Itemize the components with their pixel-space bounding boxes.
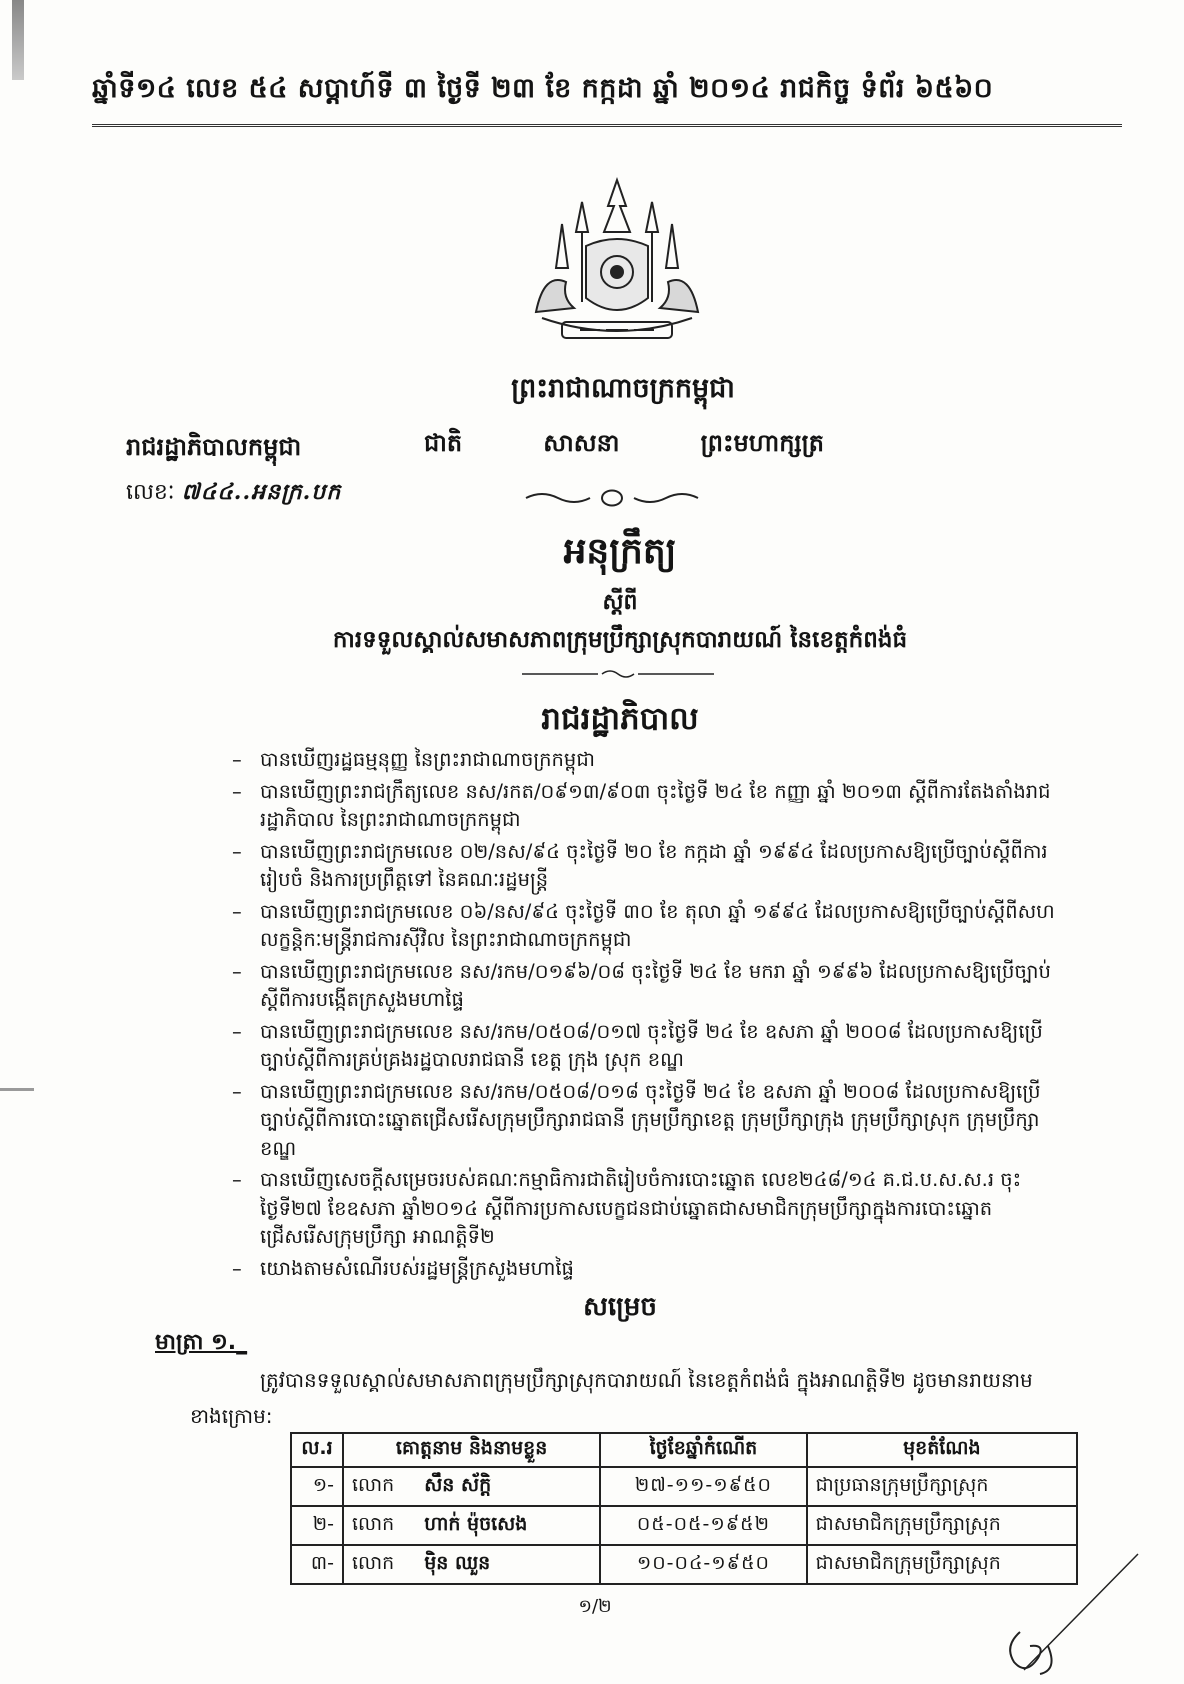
signature-initials-icon	[1000, 1550, 1150, 1680]
preamble-item: – បានឃើញព្រះរាជក្រមលេខ ០៦/នស/៩៤ ចុះថ្ងៃទី ៣០ ខែ តុលា ឆ្នាំ ១៩៩៤ ដែលប្រកាសឱ្យប្រើច្បាប់ស្តីពីសហលក្ខន្តិកៈមន្ត្រីរាជការស៊ីវិល នៃព្រះរាជាណាចក្រកម្ពុជា	[232, 898, 1062, 955]
preamble-item: – បានឃើញព្រះរាជក្រមលេខ នស/រកម/០៥០៨/០១៨ ចុះថ្ងៃទី ២៤ ខែ ឧសភា ឆ្នាំ ២០០៨ ដែលប្រកាសឱ្យប្រើច្បាប់ស្តីពីការបោះឆ្នោតជ្រើសរើសក្រុមប្រឹក្សារាជធានី ក្រុមប្រឹក្សាខេត្ត ក្រុមប្រឹក្សាក្រុង ក្រុមប្រឹក្សាស្រុក ក្រុមប្រឹក្សាខណ្ឌ	[232, 1078, 1062, 1164]
member-position: ជាសមាជិកក្រុមប្រឹក្សាស្រុក	[807, 1506, 1077, 1545]
motto-king: ព្រះមហាក្សត្រ	[700, 429, 824, 457]
column-header-number: ល.រ	[291, 1433, 343, 1467]
separator-ornament-icon	[518, 668, 718, 680]
preamble-list	[232, 746, 1062, 1286]
date-of-birth: ០៥-០៥-១៩៥២	[600, 1506, 806, 1545]
date-of-birth: ២៧-១១-១៩៥០	[600, 1467, 806, 1506]
scan-edge-mark	[12, 0, 24, 80]
gazette-header: ឆ្នាំទី១៤ លេខ ៥៤ សប្តាហ៍ទី ៣ ថ្ងៃទី ២៣ ខែ កក្កដា ឆ្នាំ ២០១៤ រាជកិច្ច ទំព័រ ៦៥៦០	[92, 73, 994, 104]
preamble-item: – បានឃើញព្រះរាជក្រមលេខ ០២/នស/៩៤ ចុះថ្ងៃទី ២០ ខែ កក្កដា ឆ្នាំ ១៩៩៤ ដែលប្រកាសឱ្យប្រើច្បាប់ស្តីពីការរៀបចំ និងការប្រព្រឹត្តទៅ នៃគណៈរដ្ឋមន្ត្រី	[232, 838, 1062, 895]
article-label: មាត្រា ១._	[155, 1330, 248, 1355]
document-number-value: ៧៤៤..អនក្រ.បក	[181, 479, 342, 505]
page-number: ១/២	[578, 1596, 612, 1617]
member-name: ម៉ិន ឈួន	[424, 1551, 491, 1574]
member-position: ជាប្រធានក្រុមប្រឹក្សាស្រុក	[807, 1467, 1077, 1506]
government-heading: រាជរដ្ឋាភិបាល	[541, 701, 699, 737]
decision-heading: សម្រេច	[583, 1292, 657, 1322]
member-position: ជាសមាជិកក្រុមប្រឹក្សាស្រុក	[807, 1545, 1077, 1584]
row-number: ២-	[291, 1506, 343, 1545]
member-name-cell	[343, 1545, 600, 1584]
preamble-item: – បានឃើញព្រះរាជក្រមលេខ នស/រកម/០៥០៨/០១៧ ចុះថ្ងៃទី ២៤ ខែ ឧសភា ឆ្នាំ ២០០៨ ដែលប្រកាសឱ្យប្រើច្បាប់ស្តីពីការគ្រប់គ្រងរដ្ឋបាលរាជធានី ខេត្ត ក្រុង ស្រុក ខណ្ឌ	[232, 1018, 1062, 1075]
row-number: ១-	[291, 1467, 343, 1506]
column-header-dob: ថ្ងៃខែឆ្នាំកំណើត	[600, 1433, 806, 1467]
column-header-position: មុខតំណែង	[807, 1433, 1077, 1467]
issuing-organization: រាជរដ្ឋាភិបាលកម្ពុជា	[126, 433, 302, 461]
preamble-item: – បានឃើញរដ្ឋធម្មនុញ្ញ នៃព្រះរាជាណាចក្រកម្ពុជា	[232, 746, 1062, 775]
honorific: លោក	[352, 1512, 395, 1535]
preamble-item: – បានឃើញសេចក្តីសម្រេចរបស់គណៈកម្មាធិការជាតិរៀបចំការបោះឆ្នោត លេខ២៤៨/១៤ គ.ជ.ប.ស.ស.រ ចុះថ្ងៃទី២៧ ខែឧសភា ឆ្នាំ២០១៤ ស្តីពីការប្រកាសបេក្ខជនជាប់ឆ្នោតជាសមាជិកក្រុមប្រឹក្សាក្នុងការបោះឆ្នោតជ្រើសរើសក្រុមប្រឹក្សា អាណត្តិទី២	[232, 1166, 1062, 1252]
document-subject: ការទទួលស្គាល់សមាសភាពក្រុមប្រឹក្សាស្រុកបារាយណ៍ នៃខេត្តកំពង់ធំ	[332, 627, 908, 653]
table-row	[291, 1467, 1077, 1506]
document-number	[126, 478, 341, 510]
column-header-name: គោត្តនាម និងនាមខ្លួន	[343, 1433, 600, 1467]
member-name-cell	[343, 1467, 600, 1506]
motto-nation: ជាតិ	[424, 429, 463, 457]
document-number-label: លេខៈ	[126, 480, 175, 505]
preamble-item: – បានឃើញព្រះរាជក្រឹត្យលេខ នស/រកត/០៩១៣/៩០៣ ចុះថ្ងៃទី ២៤ ខែ កញ្ញា ឆ្នាំ ២០១៣ ស្តីពីការតែងតាំងរាជរដ្ឋាភិបាល នៃព្រះរាជាណាចក្រកម្ពុជា	[232, 778, 1062, 835]
document-type: អនុក្រឹត្យ	[563, 531, 677, 572]
article-body: ត្រូវបានទទួលស្គាល់សមាសភាពក្រុមប្រឹក្សាស្រុកបារាយណ៍ នៃខេត្តកំពង់ធំ ក្នុងអាណត្តិទី២ ដូចមានរាយនាមខាងក្រោម:	[190, 1368, 1033, 1428]
honorific: លោក	[352, 1551, 395, 1574]
document-about: ស្តីពី	[602, 590, 638, 615]
preamble-item: – យោងតាមសំណើរបស់រដ្ឋមន្ត្រីក្រសួងមហាផ្ទៃ	[232, 1255, 1062, 1284]
member-name-cell	[343, 1506, 600, 1545]
kingdom-name: ព្រះរាជាណាចក្រកម្ពុជា	[511, 373, 735, 404]
national-motto	[424, 428, 824, 463]
table-header-row	[291, 1433, 1077, 1467]
honorific: លោក	[352, 1473, 395, 1496]
member-name: សឹន ស័ក្តិ	[424, 1473, 492, 1496]
ornamental-flourish-icon	[522, 488, 702, 508]
member-name: ហាក់ ម៉ុចសេង	[424, 1512, 528, 1535]
preamble-item: – បានឃើញព្រះរាជក្រមលេខ នស/រកម/០១៩៦/០៨ ចុះថ្ងៃទី ២៤ ខែ មករា ឆ្នាំ ១៩៩៦ ដែលប្រកាសឱ្យប្រើច្បាប់ស្តីពីការបង្កើតក្រសួងមហាផ្ទៃ	[232, 958, 1062, 1015]
table-row	[291, 1545, 1077, 1584]
header-divider	[92, 124, 1122, 127]
table-row	[291, 1506, 1077, 1545]
scan-margin-tick	[0, 1088, 34, 1091]
row-number: ៣-	[291, 1545, 343, 1584]
members-table	[290, 1432, 1078, 1585]
royal-coat-of-arms-icon	[522, 172, 712, 352]
motto-religion: សាសនា	[543, 429, 620, 457]
date-of-birth: ១០-០៤-១៩៥០	[600, 1545, 806, 1584]
